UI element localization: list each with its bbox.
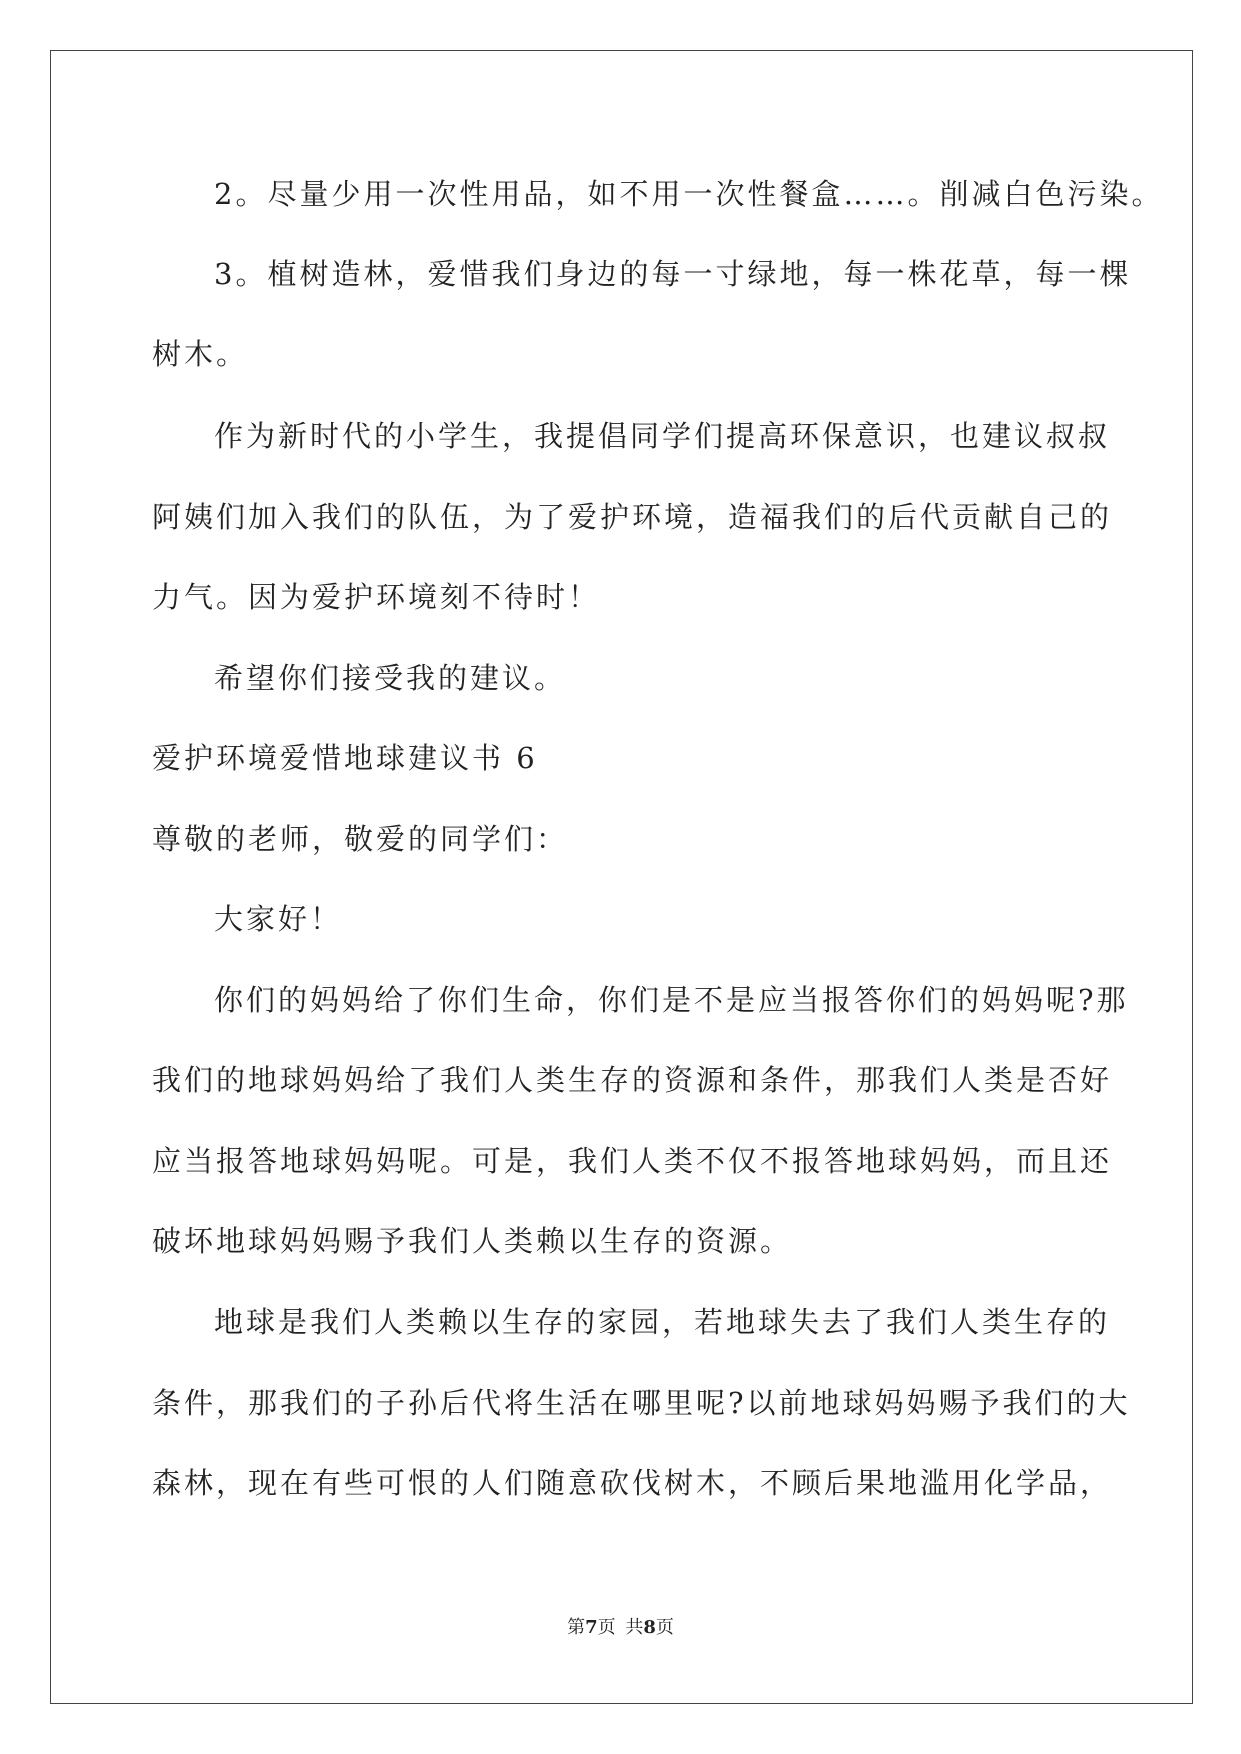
total-suffix: 页	[655, 1617, 674, 1638]
text-line: 我们的地球妈妈给了我们人类生存的资源和条件，那我们人类是否好	[152, 1063, 1113, 1097]
text-line: 你们的妈妈给了你们生命，你们是不是应当报答你们的妈妈呢?那	[214, 983, 1129, 1017]
text-line: 应当报答地球妈妈呢。可是，我们人类不仅不报答地球妈妈，而且还	[152, 1144, 1113, 1178]
total-prefix: 共	[625, 1617, 644, 1638]
text-line: 森林，现在有些可恨的人们随意砍伐树木，不顾后果地滥用化学品，	[152, 1466, 1113, 1500]
text-line: 条件，那我们的子孙后代将生活在哪里呢?以前地球妈妈赐予我们的大	[152, 1386, 1131, 1420]
text-line: 树木。	[152, 337, 249, 371]
text-line: 2。尽量少用一次性用品，如不用一次性餐盒……。削减白色污染。	[214, 177, 1164, 211]
page-footer	[0, 1616, 1241, 1640]
text-line: 作为新时代的小学生，我提倡同学们提高环保意识，也建议叔叔	[214, 419, 1111, 453]
section-heading: 爱护环境爱惜地球建议书 6	[152, 741, 538, 775]
greeting: 大家好！	[214, 902, 343, 936]
page-number: 7	[585, 1617, 598, 1638]
salutation: 尊敬的老师，敬爱的同学们：	[152, 822, 569, 856]
text-line: 3。植树造林，爱惜我们身边的每一寸绿地，每一株花草，每一棵	[214, 257, 1132, 291]
page-suffix: 页	[597, 1617, 616, 1638]
text-line: 地球是我们人类赖以生存的家园，若地球失去了我们人类生存的	[214, 1305, 1111, 1339]
text-line: 希望你们接受我的建议。	[214, 661, 567, 695]
total-pages: 8	[643, 1617, 656, 1638]
page-prefix: 第	[567, 1617, 586, 1638]
text-line: 阿姨们加入我们的队伍，为了爱护环境，造福我们的后代贡献自己的	[152, 500, 1113, 534]
text-line: 破坏地球妈妈赐予我们人类赖以生存的资源。	[152, 1224, 793, 1258]
page-frame	[50, 50, 1193, 1704]
text-line: 力气。因为爱护环境刻不待时！	[152, 580, 601, 614]
